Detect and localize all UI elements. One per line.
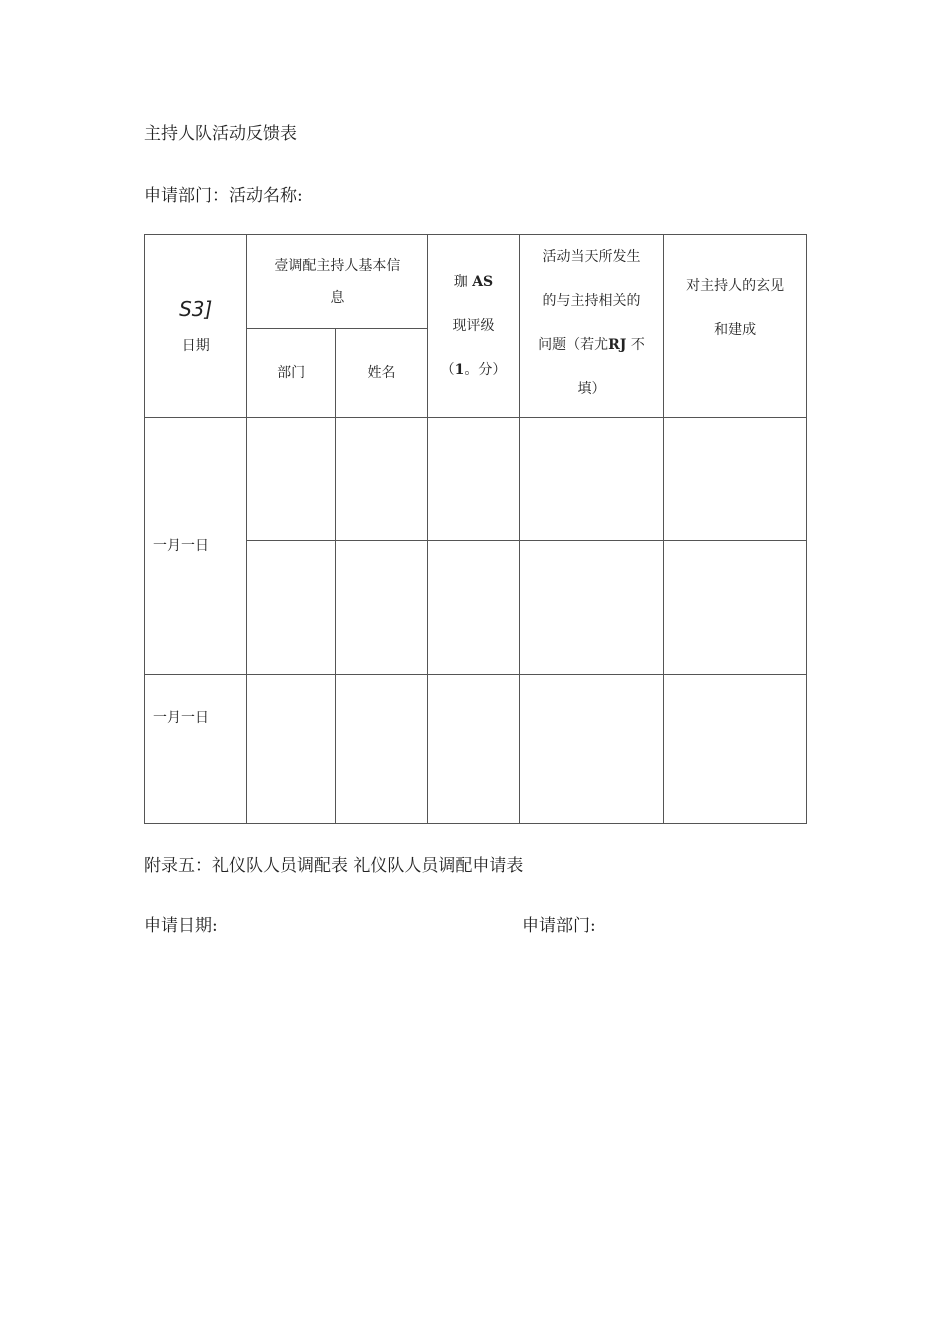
cell-advice[interactable] — [664, 418, 807, 541]
header-advice-line2: 和建成 — [714, 322, 757, 338]
row-date: 一月一日 — [145, 418, 247, 675]
cell-dept[interactable] — [247, 418, 335, 541]
row-date — [145, 675, 247, 824]
header-score-bold1: AS — [472, 274, 494, 290]
feedback-table — [144, 234, 807, 824]
document-title: 主持人队活动反馈表 — [144, 124, 297, 144]
cell-advice[interactable] — [664, 541, 807, 675]
header-host-info-line2: 息 — [330, 289, 345, 306]
apply-dept-activity-line: 申请部门：活动名称: — [144, 186, 303, 206]
cell-issue[interactable] — [519, 675, 664, 824]
cell-issue[interactable] — [519, 418, 664, 541]
cell-score[interactable] — [428, 675, 519, 824]
header-name: 姓名 — [335, 329, 427, 418]
cell-dept[interactable] — [247, 541, 335, 675]
header-issue-text3b: 不 — [630, 337, 645, 353]
header-issue-line1: 活动当天所发生 — [542, 249, 641, 265]
header-date-glyph: S3] — [179, 297, 213, 321]
table-row — [145, 418, 807, 541]
header-issue-line2: 的与主持相关的 — [542, 293, 641, 309]
table-row — [145, 675, 807, 824]
header-issue-text3a: 问题（若尤 — [538, 337, 609, 353]
header-advice-line1: 对主持人的玄见 — [686, 278, 785, 294]
cell-issue[interactable] — [519, 541, 664, 675]
header-host-info — [247, 235, 428, 329]
header-issue-bold: RJ — [608, 337, 627, 353]
header-score-text1: 珈 — [453, 274, 468, 290]
appendix-line: 附录五：礼仪队人员调配表 礼仪队人员调配申请表 — [144, 856, 524, 876]
header-score-open: （ — [440, 362, 455, 378]
cell-name[interactable] — [335, 541, 427, 675]
cell-name[interactable] — [335, 418, 427, 541]
header-advice — [664, 235, 807, 418]
row-date-text: 一月一日 — [153, 710, 209, 726]
header-issue — [519, 235, 664, 418]
header-dept: 部门 — [247, 329, 335, 418]
header-score — [428, 235, 519, 418]
header-score-line2: 现评级 — [452, 318, 495, 334]
cell-name[interactable] — [335, 675, 427, 824]
header-score-bold2: 1 — [454, 362, 465, 378]
header-issue-line4: 填） — [577, 381, 606, 397]
cell-advice[interactable] — [664, 675, 807, 824]
cell-dept[interactable] — [247, 675, 335, 824]
header-date — [145, 235, 247, 418]
cell-score[interactable] — [428, 541, 519, 675]
header-host-info-line1: 壹调配主持人基本信 — [274, 257, 401, 274]
apply-dept-label: 申请部门: — [522, 916, 596, 936]
header-score-close: 。分） — [464, 362, 507, 378]
cell-score[interactable] — [428, 418, 519, 541]
header-date-label: 日期 — [181, 338, 210, 354]
apply-date-label: 申请日期: — [144, 916, 218, 936]
